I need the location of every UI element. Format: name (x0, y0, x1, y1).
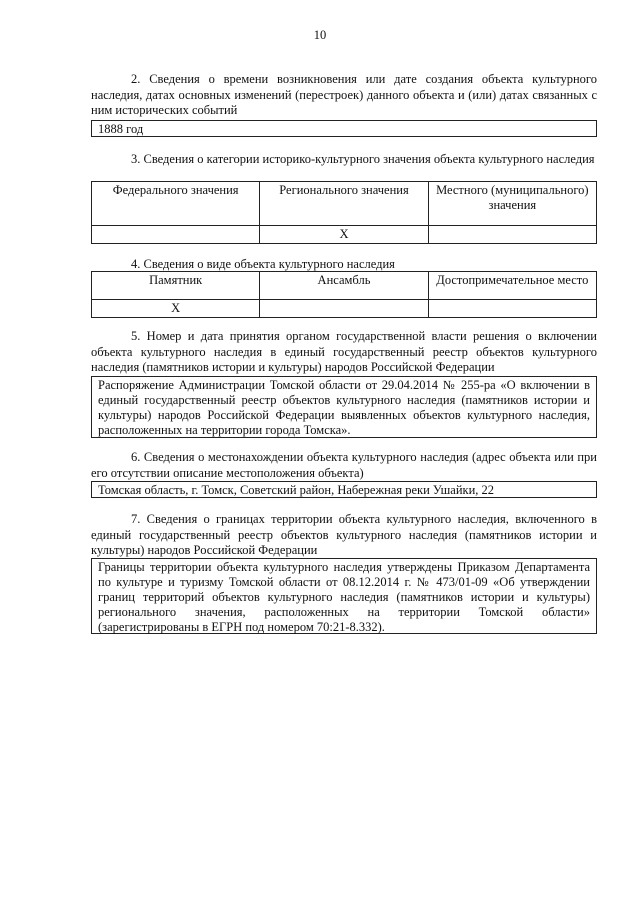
section-2-value: 1888 год (91, 120, 597, 137)
type-header-row (92, 272, 597, 300)
section-2-label-text: 2. Сведения о времени возникновения или дате создания объекта культурного наследия, датах основных изменений (перестроек) данного объекта и (или) датах связанных с ним исторических событий (91, 72, 597, 117)
type-header-monument: Памятник (92, 272, 260, 300)
type-mark-ensemble (260, 300, 428, 318)
section-7-label-text: 7. Сведения о границах территории объекта культурного наследия, включенного в единый государственный реестр объектов культурного наследия (памятников истории и культуры) народов Российской Федерации (91, 512, 597, 557)
section-6-label (91, 450, 597, 481)
section-2-label (91, 72, 597, 119)
type-header-landmark: Достопримечательное место (428, 272, 596, 300)
category-mark-regional: X (260, 226, 428, 244)
category-mark-local (428, 226, 596, 244)
section-7-label (91, 512, 597, 559)
page-number: 10 (313, 28, 327, 42)
section-3-label (91, 152, 597, 168)
section-6-label-text: 6. Сведения о местонахождении объекта культурного наследия (адрес объекта или при его отсутствии описание местоположения объекта) (91, 450, 597, 480)
type-table (91, 271, 597, 318)
type-mark-monument: X (92, 300, 260, 318)
section-5-label (91, 329, 597, 376)
section-5-label-text: 5. Номер и дата принятия органом государственной власти решения о включении объекта культурного наследия в единый государственный реестр объектов культурного наследия (памятников истории и культуры) народов Российской Федерации (91, 329, 597, 374)
section-3-label-text: 3. Сведения о категории историко-культурного значения объекта культурного наследия (131, 152, 595, 166)
category-table (91, 181, 597, 244)
category-header-row (92, 182, 597, 226)
section-6-value: Томская область, г. Томск, Советский район, Набережная реки Ушайки, 22 (91, 481, 597, 498)
type-mark-row (92, 300, 597, 318)
category-mark-federal (92, 226, 260, 244)
category-header-regional: Регионального значения (260, 182, 428, 226)
section-4-label-text: 4. Сведения о виде объекта культурного наследия (131, 257, 395, 271)
category-header-federal: Федерального значения (92, 182, 260, 226)
section-5-value: Распоряжение Администрации Томской области от 29.04.2014 № 255-ра «О включении в единый государственный реестр объектов культурного наследия (памятников истории и культуры) народов Российской Федерации выявленных объектов культурного наследия, расположенных на территории города Томска». (91, 376, 597, 438)
category-mark-row (92, 226, 597, 244)
type-header-ensemble: Ансамбль (260, 272, 428, 300)
category-header-local: Местного (муниципального) значения (428, 182, 596, 226)
type-mark-landmark (428, 300, 596, 318)
section-7-value: Границы территории объекта культурного наследия утверждены Приказом Департамента по культуре и туризму Томской области от 08.12.2014 г. № 473/01-09 «Об утверждении границ территорий объектов культурного наследия (памятников истории и культуры) регионального значения, расположенных на территории Томской области» (зарегистрированы в ЕГРН под номером 70:21-8.332). (91, 558, 597, 634)
